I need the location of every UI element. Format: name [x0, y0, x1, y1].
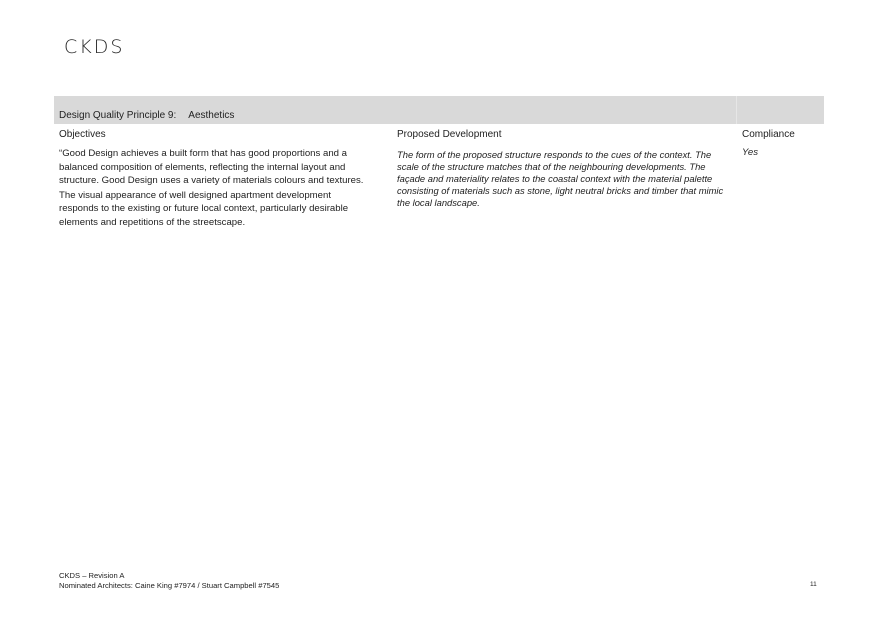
compliance-value: Yes	[742, 147, 759, 158]
objectives-paragraph: “Good Design achieves a built form that has good proportions and a balanced composition of elements, reflecting the internal layout and structure. Good Design uses a variety of materials colours and textures.	[59, 148, 364, 187]
footer	[59, 571, 279, 590]
objectives-text	[59, 147, 373, 231]
section-heading	[59, 110, 234, 121]
page-number: 11	[810, 581, 817, 588]
proposed-development-text: The form of the proposed structure responds to the cues of the context. The scale of the structure matches that of the neighbouring developments. The façade and materiality relates to the coastal context with the material palette consisting of materials such as stone, light neutral bricks and timber that mimic the local landscape.	[397, 149, 724, 208]
principle-number: Design Quality Principle 9:	[59, 110, 177, 121]
column-header-proposed: Proposed Development	[397, 129, 502, 140]
architects-line: Nominated Architects: Caine King #7974 / Stuart Campbell #7545	[59, 580, 280, 590]
principle-title: Aesthetics	[188, 110, 235, 121]
objectives-paragraph: The visual appearance of well designed apartment development responds to the existing or future local context, particularly desirable elements and repetitions of the streetscape.	[59, 189, 349, 228]
header-divider	[736, 96, 737, 124]
revision-line: CKDS – Revision A	[59, 571, 125, 580]
company-logo: CKDS	[64, 36, 125, 58]
column-header-objectives: Objectives	[59, 129, 106, 140]
section-header-bar	[54, 96, 824, 124]
column-header-compliance: Compliance	[742, 129, 795, 140]
